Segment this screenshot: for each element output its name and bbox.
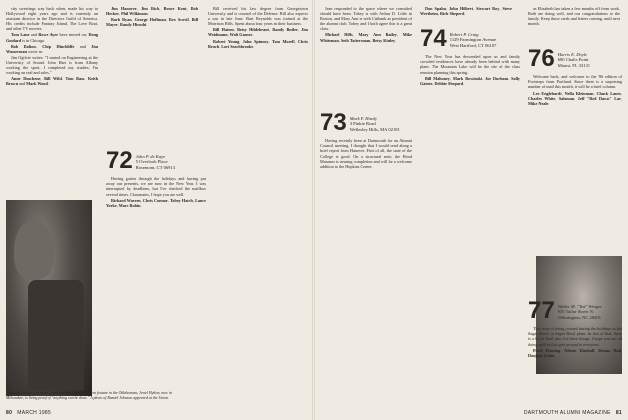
- left-col2-name: Bill Mayer: [106, 17, 199, 28]
- left-col3-name: Betsy Hildebrant: [237, 27, 269, 33]
- entry-name: Debbie Shepard: [434, 80, 464, 86]
- right-col2-name: Steve Wertheim: [420, 6, 513, 17]
- right-column-2: Don Spahn, John Hilbert, Stewart Roy, Steve Wertheim, Rich Sheperd.: [420, 6, 513, 17]
- page-number: 81: [615, 410, 622, 416]
- left-col2-name: Phil Wilkinson: [121, 11, 148, 17]
- entry-body: Having recently been at Dartmouth for an Alumni Council meeting, I thought that I would send along a brief report from Hanover. First of all, the state of the College is good. On a structural note, the Hood Museum is nearing completion and will be a welcome addition to the Hopkins Center.: [320, 138, 412, 169]
- class-entry-77: 77 Walter M. "Ted" Winger 935 Tailor Street N. Wilmington, NC 28401 This issue is being created during the holidays at the Sugar Bowl, or Super Bowl plans. In lieu of that, there is a lot of final tries for these things. I hope you are all doing well as this gets around to everyone. Pearl Fleming, Nelson Kimball, Donna Hall, Douglas Lubin.: [528, 297, 623, 358]
- entry-name: Mike Neale: [528, 100, 549, 106]
- class-entry-72: 72 John P. de Kaye 5 Overlook Place Rosemont, CT 06913 Having gotten through the holidays and having put away our presents, we are now in the New Year. I was interrupted by deadlines, but I've checked the mailbox several times. Classmates, I hope you are well. Richard Warren, Chris Connor, Tobey Hatch, Lance Yorke, Marc Robin.: [106, 147, 207, 208]
- right-col2-name: John Hilbert: [449, 6, 474, 11]
- left-col2-name: Rex Scovil: [168, 17, 189, 23]
- class-year-number: 77: [528, 297, 555, 324]
- right-col2-name: Stewart Roy: [476, 6, 500, 11]
- right-col1-name: Betsy Kinley: [372, 37, 396, 43]
- right-column-1: Jean responded to the space where we consulted should have been. Tobey is with Arthur D. Little in Boston, and Mary Ann is with Citibank as president of the alumni club. Tobey and I both agree this is a great class. Michael Hills, Mary Ann Bailey, Mike Whiteman, Seth Tattersman, Betsy Kinley.: [320, 6, 413, 43]
- entry-name: Chris Connor: [142, 197, 168, 203]
- left-col1-name: Rowe Ayer: [38, 32, 59, 38]
- entry-name: Joe Durham: [485, 75, 509, 81]
- left-col1-name: Mark Wood: [26, 81, 48, 87]
- left-col3-name: John Spinney: [242, 38, 269, 44]
- left-col3-name: Tom Morell: [272, 38, 295, 44]
- right-col1-name: Michael Hills: [325, 32, 353, 38]
- classmate-photo: [6, 200, 92, 396]
- secretary-address: 1129 Farmington Avenue: [449, 37, 497, 43]
- entry-name: Nelson Kimball: [564, 347, 595, 353]
- right-col2-name: Don Spahn: [425, 6, 446, 11]
- right-col2-name: Rich Sheperd: [440, 11, 465, 17]
- secretary-address: Miami, FL 33131: [557, 62, 591, 68]
- photo-caption: "The nutcrackers are more" came the headline of a recent feature in the Oklahoman; Jewel Hylton, now in Milwaukee, is living proof of "anything can be done." A photo of Ramiel Johnson appeared at the Union.: [6, 391, 172, 400]
- left-col1-name: Tom Lane: [11, 32, 30, 38]
- entry-name: Richard Warren: [111, 197, 141, 203]
- left-col2-name: Jim Rich: [140, 6, 160, 11]
- entry-name: Jeff "Red Dawn" Lar: [577, 95, 621, 101]
- secretary-name: Mark F. Hardy: [349, 116, 377, 121]
- left-col1-name: Tom Bass: [65, 76, 85, 82]
- left-col3-name: Robert Young: [213, 38, 240, 44]
- entry-name: Lance Yorke: [106, 197, 207, 208]
- entry-name: Bill Mahoney: [425, 75, 450, 81]
- entry-name: Donna Hall: [598, 347, 621, 353]
- left-col2-name: Bruce Kent: [163, 6, 187, 11]
- left-column-3: Bill received his law degree from Georgetown University and is counsel of the Defense. Bill also expects a son in late June. Burt Reynolds was trained at the Morrison Hills. Spent about four years in their business. Bill Hatem, Betsy Hildebrant, Randy Butler, Jim Weidmann, Walt Ganser. Robert Young, John Spinney, Tom Morell, Chris Bruch, Lori Seachbrooke.: [208, 6, 309, 49]
- entry-name: Pearl Fleming: [533, 347, 561, 353]
- page-number: 80: [6, 410, 13, 416]
- secretary-address: Rosemont, CT 06913: [135, 164, 176, 170]
- class-entry-74: 74 Robert P. Craig 1129 Farmington Avenue West Hartford, CT 06107 The New Year has descended upon us and family crowded residences have already been behind with many plans. The Mountain Lake will be the site of the class reunion planning this spring. Bill Mahoney, Mark Rowinski, Joe Durham, Sally Gaines, Debbie Shepard.: [420, 25, 520, 86]
- left-page-footer: [6, 410, 51, 416]
- right-col1-name: Mike Whiteman: [320, 32, 413, 43]
- left-col3-name: Jim Weidmann: [208, 27, 309, 38]
- left-col1-intro: city sweetings way back when, made his way to Hollywood eight years ago and is currently an assistant director in the Directors Guild of America. His credits include Fantasy Island, The Love Boat, and other TV movies.: [6, 6, 98, 32]
- secretary-address: Wilmington, NC 28401: [557, 314, 602, 320]
- left-col2-name: Jim Hanover: [111, 6, 137, 11]
- right-col4-text: as Elizabeth has taken a few months off from work. Both are doing well, and our congratulations to the family. Keep those cards and letters coming, until next month.: [528, 6, 620, 27]
- entry-name: Mark Rowinski: [453, 75, 482, 81]
- entry-body: This issue is being created during the holidays at the Sugar Bowl, or Super Bowl plans. In lieu of that, there is a lot of final tries for these things. I hope you are all doing well as this gets around to everyone.: [528, 326, 622, 347]
- entry-name: Charles White: [528, 95, 556, 101]
- secretary-name: Robert P. Craig: [449, 32, 479, 37]
- left-col2-name: George Hoffman: [134, 17, 166, 23]
- right-page: [314, 0, 628, 420]
- left-col3-text: Bill received his law degree from Georgetown University and is counsel of the Defense. Bill also expects a son in late June. Burt Reynolds was trained at the Morrison Hills. Spent about four years in their business.: [208, 6, 308, 27]
- secretary-address: 3 Pinkie Road: [349, 121, 376, 127]
- issue-month: MARCH 1985: [17, 410, 52, 416]
- left-col3-name: Bill Hatem: [213, 27, 234, 33]
- publication-name: DARTMOUTH ALUMNI MAGAZINE: [523, 410, 611, 416]
- entry-name: Nella Kleinman: [564, 90, 594, 96]
- left-col2-name: Randy Hiroshi: [119, 22, 147, 28]
- right-page-footer: [524, 410, 622, 416]
- right-column-4: [528, 6, 620, 27]
- left-col3-name: Randy Butler: [272, 27, 298, 33]
- entry-name: Chuck Lanes: [596, 90, 621, 96]
- left-col1-name: Bill Wild: [44, 76, 62, 82]
- secretary-name: Walter M. "Ted" Winger: [557, 304, 602, 309]
- right-col1-name: Mary Ann Bailey: [358, 32, 397, 38]
- entry-name: Lee Englehardt: [533, 90, 562, 96]
- left-col3-name: Walt Ganser: [229, 32, 253, 38]
- left-col1-name: Doug Goulard: [6, 32, 98, 43]
- class-entry-73: [320, 109, 412, 170]
- secretary-address: 935 Tailor Street N.: [557, 309, 595, 315]
- entry-name: Salzman: [558, 95, 575, 101]
- right-col1-text: Jean responded to the space where we consulted should have been. Tobey is with Arthur D. Little in Boston, and Mary Ann is with Citibank as president of the alumni club. Tobey and I both agree this is a great class.: [320, 6, 412, 32]
- secretary-address: West Hartford, CT 06107: [449, 42, 497, 48]
- entry-name: Douglas Lubin: [528, 352, 555, 358]
- class-year-number: 76: [528, 45, 555, 72]
- entry-name: Tobey Hatch: [169, 197, 193, 203]
- entry-body: Welcome back, and welcome to the '86 edition of Footsteps from Portland. Since there is a surprising number of mail this month, it will be a brief column.: [528, 74, 622, 90]
- left-col3-name: Chris Bruch: [208, 38, 309, 49]
- secretary-address: 5 Overlook Place: [135, 159, 168, 165]
- left-col1-name: Jim Wasserman: [6, 43, 98, 54]
- class-year-number: 74: [420, 25, 447, 52]
- entry-name: Marc Robin: [118, 202, 141, 208]
- right-col1-name: Seth Tattersman: [340, 37, 371, 43]
- class-year-number: 72: [106, 147, 133, 174]
- secretary-address: Wellesley Hills, MA 02181: [349, 126, 400, 132]
- left-col1-name: Bob Dalton: [11, 43, 36, 49]
- secretary-name: John P. de Kaye: [135, 154, 166, 159]
- left-col2-name: Barb Ryan: [111, 17, 132, 23]
- left-column-2: Jim Hanover, Jim Rich, Bruce Kent, Bob Hecker, Phil Wilkinson. Barb Ryan, George Hoffman, Rex Scovil, Bill Mayer, Randy Hiroshi.: [106, 6, 199, 28]
- left-col1-more: Jim Ogilvie writes: "I started on Engineering at the University of Sound. John Hart is from Albany working the sport. I completed my studies; I'm working on real and sales.": [6, 54, 98, 76]
- left-col2-name: Bob Hecker: [106, 6, 199, 17]
- left-col1-name: Anne Duschene: [11, 76, 41, 82]
- left-col3-name: Lori Seachbrooke: [221, 43, 254, 49]
- class-entry-76: 76 Harris E. Doyle 680 Chalis Point Miami, FL 33131 Welcome back, and welcome to the '86 edition of Footsteps from Portland. Since there is a surprising number of mail this month, it will be a brief column. Lee Englehardt, Nella Kleinman, Chuck Lanes, Charles White, Salzman, Jeff "Red Dawn" Lar, Mike Neale.: [528, 45, 623, 106]
- entry-name: Sally Gaines: [420, 75, 520, 86]
- entry-body: Having gotten through the holidays and having put away our presents, we are now in the New Year. I was interrupted by deadlines, but I've checked the mailbox several times. Classmates, I hope you are well.: [106, 176, 206, 197]
- left-col1-name: Keith Brown: [6, 76, 99, 87]
- secretary-address: 680 Chalis Point: [557, 57, 589, 63]
- entry-body: The New Year has descended upon us and family crowded residences have already been behind with many plans. The Mountain Lake will be the site of the class reunion planning this spring.: [420, 54, 520, 75]
- left-col1-name: Chip Hinchliffe: [42, 43, 75, 49]
- secretary-name: Harris E. Doyle: [557, 52, 588, 57]
- left-column-1: city sweetings way back when, made his way to Hollywood eight years ago and is currently an assistant director in the Directors Guild of America. His credits include Fantasy Island, The Love Boat, and other TV movies. Tom Lane and Rowe Ayer have moved on; Doug Goulard is in Chicago. Bob Dalton, Chip Hinchliffe and Jim Wasserman wrote in. Jim Ogilvie writes: "I started on Engineering at the University of Sound. John Hart is from Albany working the sport. I completed my studies; I'm working on real and sales." Anne Duschene, Bill Wild, Tom Bass, Keith Brown and Mark Wood.: [6, 6, 99, 87]
- class-year-number: 73: [320, 109, 347, 136]
